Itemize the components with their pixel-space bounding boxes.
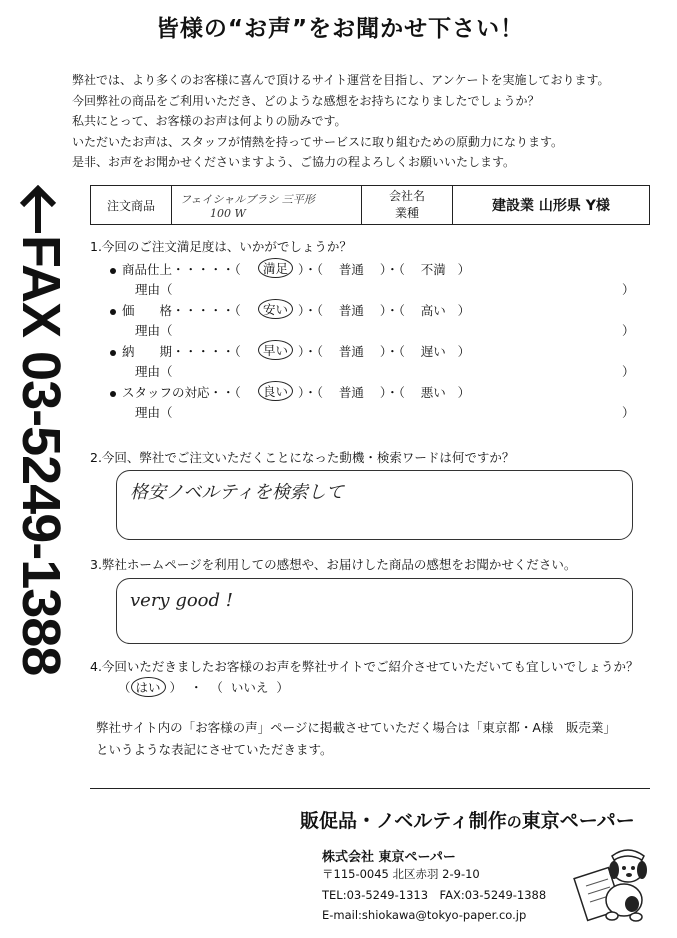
bullet-icon — [110, 391, 116, 397]
q2-question: 2.今回、弊社でご注文いただくことになった動機・検索ワードは何ですか？ — [90, 450, 515, 465]
q4-question: 4.今回いただきましたお客様のお声を弊社サイトでご紹介させていただいても宜しいでしょうか？ — [90, 659, 639, 674]
product-label: 注文商品 — [106, 198, 155, 213]
bullet-icon — [110, 309, 116, 315]
option-bad[interactable]: 遅い — [420, 344, 446, 359]
arrow-up-icon — [8, 185, 74, 235]
q1-item — [110, 301, 241, 319]
q3-answer: very good ! — [130, 590, 233, 611]
q1-item-label: 納 期・・・・・（ — [122, 344, 241, 359]
footer-company: 株式会社 東京ペーパー — [322, 850, 456, 865]
intro-line: 是非、お声をお聞かせくださいますよう、ご協力の程よろしくお願いいたします。 — [72, 155, 516, 169]
q4-selected-yes[interactable]: はい — [131, 677, 166, 697]
reason-close: ） — [622, 405, 635, 420]
q4-note: 弊社サイト内の「お客様の声」ページに掲載させていただく場合は「東京都・A様 販売業」 — [96, 720, 616, 735]
q1-item — [110, 383, 241, 401]
option-bad[interactable]: 悪い — [420, 385, 446, 400]
selected-option[interactable]: 早い — [258, 340, 293, 360]
fax-banner — [8, 185, 74, 875]
reason-label: 理由（ — [135, 323, 173, 338]
product-value-line: フェイシャルブラシ 三平形 — [180, 192, 315, 206]
company-label: 会社名 — [388, 189, 425, 203]
company-value-cell[interactable] — [453, 186, 650, 225]
option-bad[interactable]: 高い — [420, 303, 446, 318]
footer-phone: TEL:03-5249-1313 FAX:03-5249-1388 — [322, 888, 547, 902]
q1-choice-rest: ）・（ 普通 ）・（ 遅い ） — [298, 344, 471, 359]
footer-address: 〒115-0045 北区赤羽 2-9-10 — [322, 867, 480, 881]
q1-choice-rest: ）・（ 普通 ）・（ 不満 ） — [298, 262, 471, 277]
option-bad[interactable]: 不満 — [420, 262, 446, 277]
fax-number — [8, 235, 74, 875]
fax-label: FAX — [11, 235, 71, 338]
order-info-table — [90, 185, 650, 225]
q1-choice[interactable] — [258, 258, 293, 278]
bullet-icon — [110, 268, 116, 274]
q2-answer: 格安ノベルティを検索して — [130, 482, 344, 503]
option-normal[interactable]: 普通 — [338, 262, 364, 277]
intro-line: 今回弊社の商品をご利用いただき、どのような感想をお持ちになりましたでしょうか？ — [72, 93, 540, 108]
q1-choice[interactable] — [258, 340, 293, 360]
q1-item-label: 商品仕上・・・・・（ — [122, 262, 241, 277]
reason-close: ） — [622, 364, 635, 379]
option-normal[interactable]: 普通 — [338, 385, 364, 400]
intro-line: 弊社では、より多くのお客様に喜んで頂けるサイト運営を目指し、アンケートを実施しております。 — [72, 73, 610, 87]
q4-options: （ はい ） ・ （ いいえ ） — [118, 677, 289, 697]
selected-option[interactable]: 安い — [258, 299, 293, 319]
reason-close: ） — [622, 282, 635, 297]
reason-label: 理由（ — [135, 405, 173, 420]
q3-answer-box[interactable] — [116, 578, 633, 644]
q1-question: 1.今回のご注文満足度は、いかがでしょうか？ — [90, 239, 352, 254]
q1-choice[interactable] — [258, 381, 293, 401]
option-normal[interactable]: 普通 — [338, 344, 364, 359]
selected-option[interactable]: 良い — [258, 381, 293, 401]
bullet-icon — [110, 350, 116, 356]
brand-name: 東京ペーパー — [521, 810, 635, 832]
page-title: 皆様の“お声”をお聞かせ下さい！ — [155, 16, 525, 42]
intro-line: 私共にとって、お客様のお声は何よりの励みです。 — [72, 114, 347, 128]
footer-email[interactable]: E-mail:shiokawa@tokyo-paper.co.jp — [322, 908, 527, 922]
q4-note: というような表記にさせていただきます。 — [96, 742, 333, 757]
company-value: 建設業 山形県 Y様 — [492, 198, 610, 214]
product-value-cell[interactable] — [172, 186, 362, 225]
reason-label: 理由（ — [135, 364, 173, 379]
brand-text: 販促品・ノベルティ制作 — [300, 810, 507, 832]
product-value-line: 100 W — [210, 206, 246, 220]
intro-text — [72, 70, 609, 173]
option-normal[interactable]: 普通 — [338, 303, 364, 318]
company-label-cell — [362, 186, 453, 225]
product-label-cell — [91, 186, 172, 225]
footer-divider — [90, 788, 650, 789]
q1-choice-rest: ）・（ 普通 ）・（ 高い ） — [298, 303, 471, 318]
q1-choice[interactable] — [258, 299, 293, 319]
reason-close: ） — [622, 323, 635, 338]
q4-option-no[interactable]: いいえ — [230, 680, 269, 695]
industry-label: 業種 — [394, 206, 419, 220]
brand-particle: の — [506, 813, 522, 831]
intro-line: いただいたお声は、スタッフが情熱を持ってサービスに取り組むための原動力になります。 — [72, 134, 564, 149]
selected-option[interactable]: 満足 — [258, 258, 293, 278]
q1-item — [110, 260, 241, 278]
reason-label: 理由（ — [135, 282, 173, 297]
q1-item-label: 価 格・・・・・（ — [122, 303, 241, 318]
fax-digits: 03-5249-1388 — [11, 351, 71, 676]
footer-brand — [300, 806, 635, 833]
q3-question: 3.弊社ホームページを利用しての感想や、お届けした商品の感想をお聞かせください。 — [90, 557, 577, 572]
q1-choice-rest: ）・（ 普通 ）・（ 悪い ） — [298, 385, 471, 400]
q1-item-label: スタッフの対応・・（ — [122, 385, 241, 400]
q1-item — [110, 342, 241, 360]
dog-mascot-icon — [572, 842, 654, 924]
